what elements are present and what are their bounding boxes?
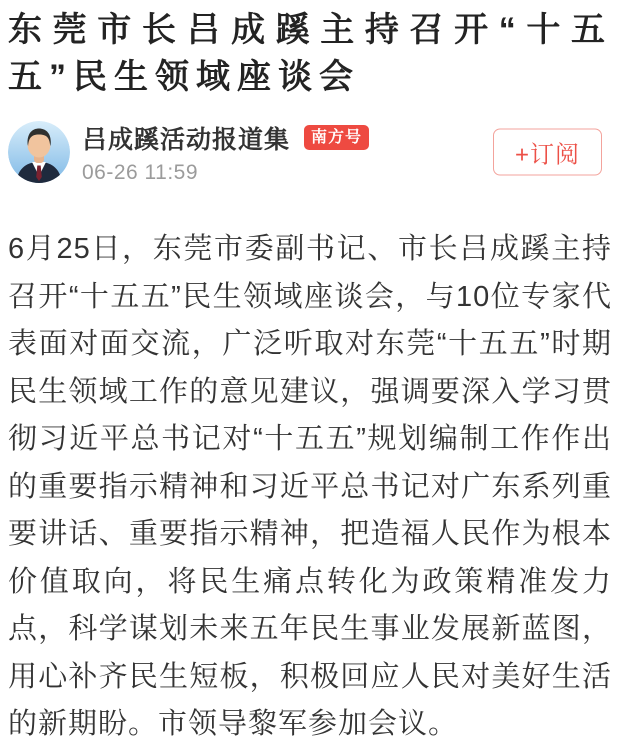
man-portrait-icon <box>8 121 70 183</box>
author-name-line <box>82 120 369 156</box>
article-body: 6月25日，东莞市委副书记、市长吕成蹊主持召开“十五五”民生领域座谈会，与10位专家代表面对面交流，广泛听取对东莞“十五五”时期民生领域工作的意见建议，强调要深入学习贯彻习近平总书记对“十五五”规划编制工作作出的重要指示精神和习近平总书记对广东系列重要讲话、重要指示精神，把造福人民作为根本价值取向，将民生痛点转化为政策精准发力点，科学谋划未来五年民生事业发展新蓝图，用心补齐民生短板，积极回应人民对美好生活的新期盼。市领导黎军参加会议。 <box>8 233 612 740</box>
author-row <box>8 121 612 183</box>
author-meta <box>82 120 369 185</box>
subscribe-button[interactable]: +订阅 <box>493 129 602 176</box>
publish-timestamp: 06-26 11:59 <box>82 160 199 184</box>
author-name[interactable]: 吕成蹊活动报道集 <box>82 125 291 154</box>
nanfanghao-badge: 南方号 <box>304 125 369 150</box>
author-avatar[interactable] <box>8 121 70 183</box>
article-title: 东莞市长吕成蹊主持召开“十五五”民生领域座谈会 <box>8 11 612 96</box>
